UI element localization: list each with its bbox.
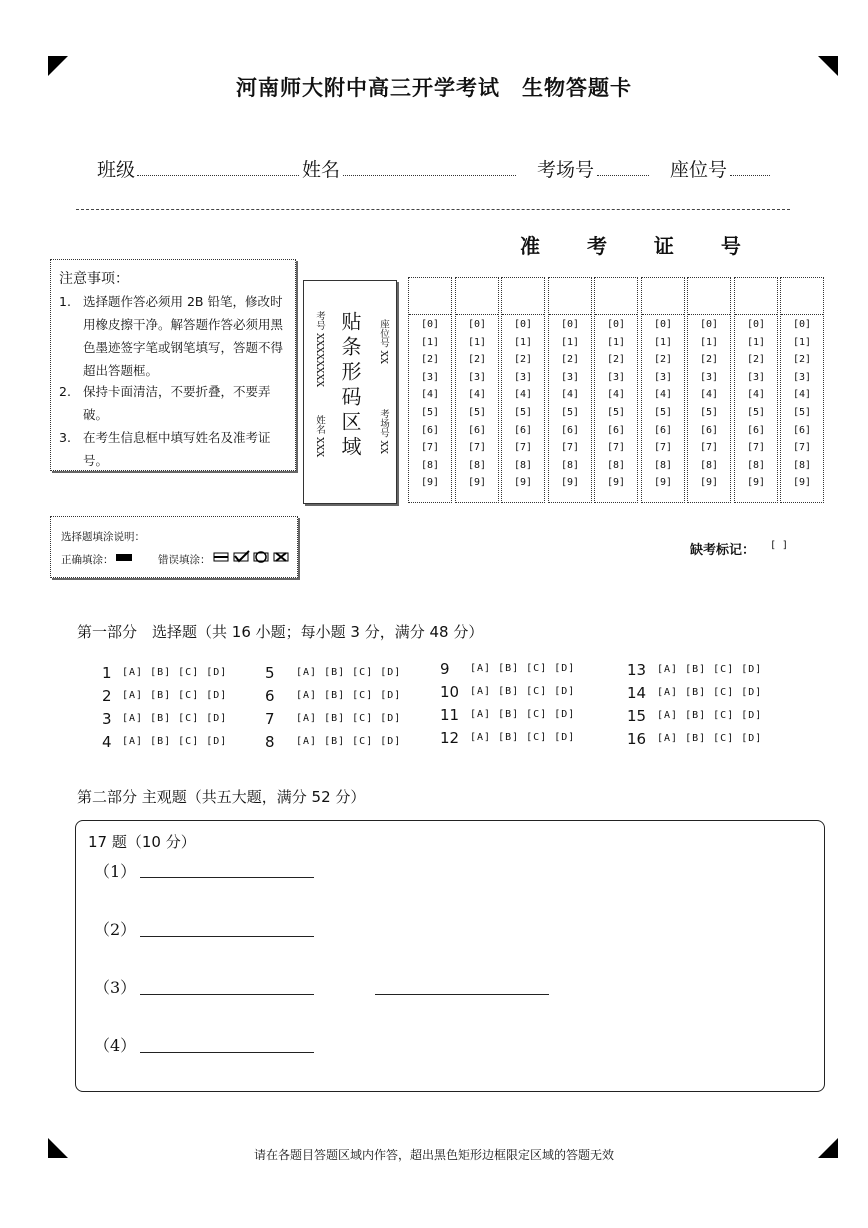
digit-bubble[interactable]: [7]: [467, 442, 487, 454]
digit-bubble[interactable]: [9]: [792, 477, 812, 489]
notice-item-number: 1.: [59, 294, 71, 309]
q17-sub-4-answer-line[interactable]: [140, 1052, 314, 1053]
digit-bubble[interactable]: [3]: [606, 371, 626, 383]
answer-options[interactable]: [A] [B] [C] [D]: [122, 667, 228, 678]
wrong-fill-samples: [213, 550, 291, 564]
digit-bubble[interactable]: [2]: [513, 354, 533, 366]
notice-item-text: 保持卡面清洁，不要折叠，不要弄破。: [83, 384, 271, 422]
digit-bubble[interactable]: [4]: [699, 389, 719, 401]
digit-bubble[interactable]: [3]: [420, 371, 440, 383]
notice-item-text: 选择题作答必须用 2B 铅笔，修改时用橡皮擦干净。解答题作答必须用黑色墨迹签字笔或钢笔填写，答题不得超出答题框。: [83, 294, 284, 378]
digit-bubble[interactable]: [6]: [746, 424, 766, 436]
room-field[interactable]: [597, 175, 649, 176]
digit-bubble[interactable]: [8]: [420, 459, 440, 471]
digit-bubble[interactable]: [7]: [606, 442, 626, 454]
exam-number-column: [687, 277, 731, 503]
digit-bubble[interactable]: [8]: [653, 459, 673, 471]
name-field[interactable]: [343, 175, 516, 176]
question-number: 8: [265, 733, 275, 751]
absent-mark-label: 缺考标记：: [690, 543, 756, 558]
digit-bubble[interactable]: [4]: [513, 389, 533, 401]
cut-line: [76, 209, 790, 210]
fill-instruction-title: 选择题填涂说明：: [61, 531, 145, 543]
page-title: 河南师大附中高三开学考试 生物答题卡: [236, 76, 632, 100]
digit-bubble[interactable]: [1]: [513, 336, 533, 348]
digit-bubble[interactable]: [7]: [653, 442, 673, 454]
digit-bubble[interactable]: [2]: [467, 354, 487, 366]
q17-sub-2-answer-line[interactable]: [140, 936, 314, 937]
digit-bubble[interactable]: [1]: [560, 336, 580, 348]
digit-bubble[interactable]: [6]: [467, 424, 487, 436]
digit-bubble[interactable]: [9]: [746, 477, 766, 489]
answer-options[interactable]: [A] [B] [C] [D]: [122, 713, 228, 724]
exam-number-column: [501, 277, 545, 503]
digit-bubble[interactable]: [1]: [746, 336, 766, 348]
answer-options[interactable]: [A] [B] [C] [D]: [470, 709, 576, 720]
exam-number-column: [548, 277, 592, 503]
barcode-room-label: 考场号 XX: [378, 409, 389, 455]
digit-bubble[interactable]: [2]: [699, 354, 719, 366]
notice-title: 注意事项：: [59, 271, 129, 287]
digit-bubble[interactable]: [7]: [746, 442, 766, 454]
question-number: 16: [627, 730, 647, 748]
digit-bubble[interactable]: [6]: [513, 424, 533, 436]
wrong-fill-label: 错误填涂：: [158, 554, 211, 566]
barcode-placeholder: 贴条形码区域: [338, 311, 362, 461]
exam-number-write-cell[interactable]: [688, 278, 730, 315]
digit-bubble[interactable]: [9]: [513, 477, 533, 489]
q17-title: 17 题（10 分）: [88, 833, 196, 851]
q17-sub-2-label: （2）: [94, 920, 137, 939]
digit-bubble[interactable]: [9]: [560, 477, 580, 489]
exam-number-column: [455, 277, 499, 503]
digit-bubble[interactable]: [4]: [653, 389, 673, 401]
digit-bubble[interactable]: [0]: [699, 319, 719, 330]
digit-bubble[interactable]: [5]: [699, 407, 719, 418]
digit-bubble[interactable]: [5]: [467, 407, 487, 418]
answer-options[interactable]: [A] [B] [C] [D]: [470, 686, 576, 697]
barcode-id-label: 考号 XXXXXXXX: [314, 311, 325, 388]
digit-bubble[interactable]: [2]: [606, 354, 626, 366]
part2-heading: 第二部分 主观题（共五大题，满分 52 分）: [77, 788, 366, 806]
digit-bubble[interactable]: [5]: [653, 407, 673, 418]
exam-number-column: [408, 277, 452, 503]
exam-number-write-cell[interactable]: [456, 278, 498, 315]
digit-bubble[interactable]: [6]: [792, 424, 812, 436]
answer-options[interactable]: [A] [B] [C] [D]: [470, 732, 576, 743]
digit-bubble[interactable]: [5]: [792, 407, 812, 418]
answer-options[interactable]: [A] [B] [C] [D]: [296, 667, 402, 678]
answer-box-q17: [75, 820, 825, 1092]
digit-bubble[interactable]: [6]: [699, 424, 719, 436]
question-number: 4: [102, 733, 112, 751]
answer-options[interactable]: [A] [B] [C] [D]: [122, 690, 228, 701]
q17-sub-4-label: （4）: [94, 1036, 137, 1055]
digit-bubble[interactable]: [9]: [699, 477, 719, 489]
digit-bubble[interactable]: [7]: [560, 442, 580, 454]
exam-number-write-cell[interactable]: [595, 278, 637, 315]
question-number: 5: [265, 664, 275, 682]
name-label: 姓名: [302, 159, 341, 181]
digit-bubble[interactable]: [6]: [560, 424, 580, 436]
answer-options[interactable]: [A] [B] [C] [D]: [470, 663, 576, 674]
class-label: 班级: [97, 159, 136, 181]
notice-item: [59, 426, 287, 472]
exam-number-write-cell[interactable]: [642, 278, 684, 315]
digit-bubble[interactable]: [3]: [653, 371, 673, 383]
barcode-seat-label: 座位号 XX: [378, 319, 389, 365]
answer-options[interactable]: [A] [B] [C] [D]: [122, 736, 228, 747]
digit-bubble[interactable]: [8]: [746, 459, 766, 471]
digit-bubble[interactable]: [2]: [560, 354, 580, 366]
digit-bubble[interactable]: [5]: [606, 407, 626, 418]
digit-bubble[interactable]: [3]: [746, 371, 766, 383]
question-number: 14: [627, 684, 647, 702]
digit-bubble[interactable]: [8]: [467, 459, 487, 471]
question-number: 13: [627, 661, 647, 679]
digit-bubble[interactable]: [8]: [513, 459, 533, 471]
barcode-name-label: 姓名 XXX: [314, 415, 325, 458]
answer-options[interactable]: [A] [B] [C] [D]: [296, 713, 402, 724]
footer-note: 请在各题目答题区域内作答，超出黑色矩形边框限定区域的答题无效: [253, 1148, 614, 1162]
digit-bubble[interactable]: [5]: [560, 407, 580, 418]
exam-number-write-cell[interactable]: [549, 278, 591, 315]
answer-options[interactable]: [A] [B] [C] [D]: [657, 664, 763, 675]
fill-instruction-box: [50, 516, 298, 578]
question-number: 7: [265, 710, 275, 728]
answer-options[interactable]: [A] [B] [C] [D]: [657, 733, 763, 744]
digit-bubble[interactable]: [7]: [513, 442, 533, 454]
digit-bubble[interactable]: [1]: [792, 336, 812, 348]
digit-bubble[interactable]: [5]: [746, 407, 766, 418]
digit-bubble[interactable]: [0]: [746, 319, 766, 330]
question-number: 15: [627, 707, 647, 725]
digit-bubble[interactable]: [1]: [420, 336, 440, 348]
exam-number-title: 准 考 证 号: [520, 234, 761, 258]
digit-bubble[interactable]: [8]: [560, 459, 580, 471]
exam-number-column: [780, 277, 824, 503]
exam-number-write-cell[interactable]: [409, 278, 451, 315]
notice-item-number: 2.: [59, 384, 71, 399]
digit-bubble[interactable]: [4]: [606, 389, 626, 401]
digit-bubble[interactable]: [0]: [792, 319, 812, 330]
part1-heading: 第一部分 选择题（共 16 小题；每小题 3 分，满分 48 分）: [77, 623, 484, 641]
q17-sub-1-label: （1）: [94, 862, 137, 881]
digit-bubble[interactable]: [2]: [746, 354, 766, 366]
q17-sub-3-answer-line-b[interactable]: [375, 994, 549, 995]
digit-bubble[interactable]: [4]: [560, 389, 580, 401]
exam-number-write-cell[interactable]: [502, 278, 544, 315]
digit-bubble[interactable]: [1]: [606, 336, 626, 348]
room-label: 考场号: [537, 159, 595, 181]
question-number: 11: [440, 706, 460, 724]
digit-bubble[interactable]: [5]: [420, 407, 440, 418]
digit-bubble[interactable]: [9]: [606, 477, 626, 489]
digit-bubble[interactable]: [5]: [513, 407, 533, 418]
digit-bubble[interactable]: [7]: [699, 442, 719, 454]
digit-bubble[interactable]: [3]: [513, 371, 533, 383]
question-number: 6: [265, 687, 275, 705]
exam-number-write-cell[interactable]: [781, 278, 823, 315]
digit-bubble[interactable]: [6]: [653, 424, 673, 436]
digit-bubble[interactable]: [4]: [467, 389, 487, 401]
answer-options[interactable]: [A] [B] [C] [D]: [296, 690, 402, 701]
digit-bubble[interactable]: [7]: [792, 442, 812, 454]
digit-bubble[interactable]: [8]: [792, 459, 812, 471]
answer-options[interactable]: [A] [B] [C] [D]: [296, 736, 402, 747]
question-number: 9: [440, 660, 450, 678]
q17-sub-3-answer-line-a[interactable]: [140, 994, 314, 995]
digit-bubble[interactable]: [2]: [420, 354, 440, 366]
digit-bubble[interactable]: [1]: [653, 336, 673, 348]
class-field[interactable]: [137, 175, 299, 176]
digit-bubble[interactable]: [2]: [792, 354, 812, 366]
digit-bubble[interactable]: [0]: [513, 319, 533, 330]
question-number: 3: [102, 710, 112, 728]
question-number: 1: [102, 664, 112, 682]
digit-bubble[interactable]: [3]: [467, 371, 487, 383]
question-number: 2: [102, 687, 112, 705]
digit-bubble[interactable]: [0]: [653, 319, 673, 330]
digit-bubble[interactable]: [4]: [420, 389, 440, 401]
correct-fill-sample: [116, 554, 132, 561]
q17-sub-1-answer-line[interactable]: [140, 877, 314, 878]
digit-bubble[interactable]: [3]: [792, 371, 812, 383]
exam-number-column: [594, 277, 638, 503]
seat-label: 座位号: [670, 159, 728, 181]
digit-bubble[interactable]: [6]: [606, 424, 626, 436]
answer-options[interactable]: [A] [B] [C] [D]: [657, 710, 763, 721]
notice-item-text: 在考生信息框中填写姓名及准考证号。: [83, 430, 271, 468]
absent-mark-box[interactable]: [ ]: [770, 540, 789, 551]
digit-bubble[interactable]: [3]: [560, 371, 580, 383]
notice-item: [59, 380, 287, 426]
exam-number-column: [641, 277, 685, 503]
barcode-area: [303, 280, 397, 504]
digit-bubble[interactable]: [0]: [606, 319, 626, 330]
digit-bubble[interactable]: [3]: [699, 371, 719, 383]
digit-bubble[interactable]: [1]: [467, 336, 487, 348]
digit-bubble[interactable]: [6]: [420, 424, 440, 436]
exam-number-grid: [408, 277, 824, 503]
digit-bubble[interactable]: [9]: [467, 477, 487, 489]
question-number: 10: [440, 683, 460, 701]
digit-bubble[interactable]: [2]: [653, 354, 673, 366]
notice-item-number: 3.: [59, 430, 71, 445]
correct-fill-label: 正确填涂：: [61, 554, 114, 566]
digit-bubble[interactable]: [4]: [746, 389, 766, 401]
digit-bubble[interactable]: [0]: [560, 319, 580, 330]
notice-item: [59, 290, 287, 382]
digit-bubble[interactable]: [4]: [792, 389, 812, 401]
question-number: 12: [440, 729, 460, 747]
notice-box: [50, 259, 296, 471]
digit-bubble[interactable]: [9]: [653, 477, 673, 489]
digit-bubble[interactable]: [8]: [606, 459, 626, 471]
digit-bubble[interactable]: [8]: [699, 459, 719, 471]
digit-bubble[interactable]: [7]: [420, 442, 440, 454]
exam-number-write-cell[interactable]: [735, 278, 777, 315]
q17-sub-3-label: （3）: [94, 978, 137, 997]
digit-bubble[interactable]: [1]: [699, 336, 719, 348]
digit-bubble[interactable]: [0]: [420, 319, 440, 330]
answer-options[interactable]: [A] [B] [C] [D]: [657, 687, 763, 698]
digit-bubble[interactable]: [9]: [420, 477, 440, 489]
digit-bubble[interactable]: [0]: [467, 319, 487, 330]
seat-field[interactable]: [730, 175, 770, 176]
exam-number-column: [734, 277, 778, 503]
